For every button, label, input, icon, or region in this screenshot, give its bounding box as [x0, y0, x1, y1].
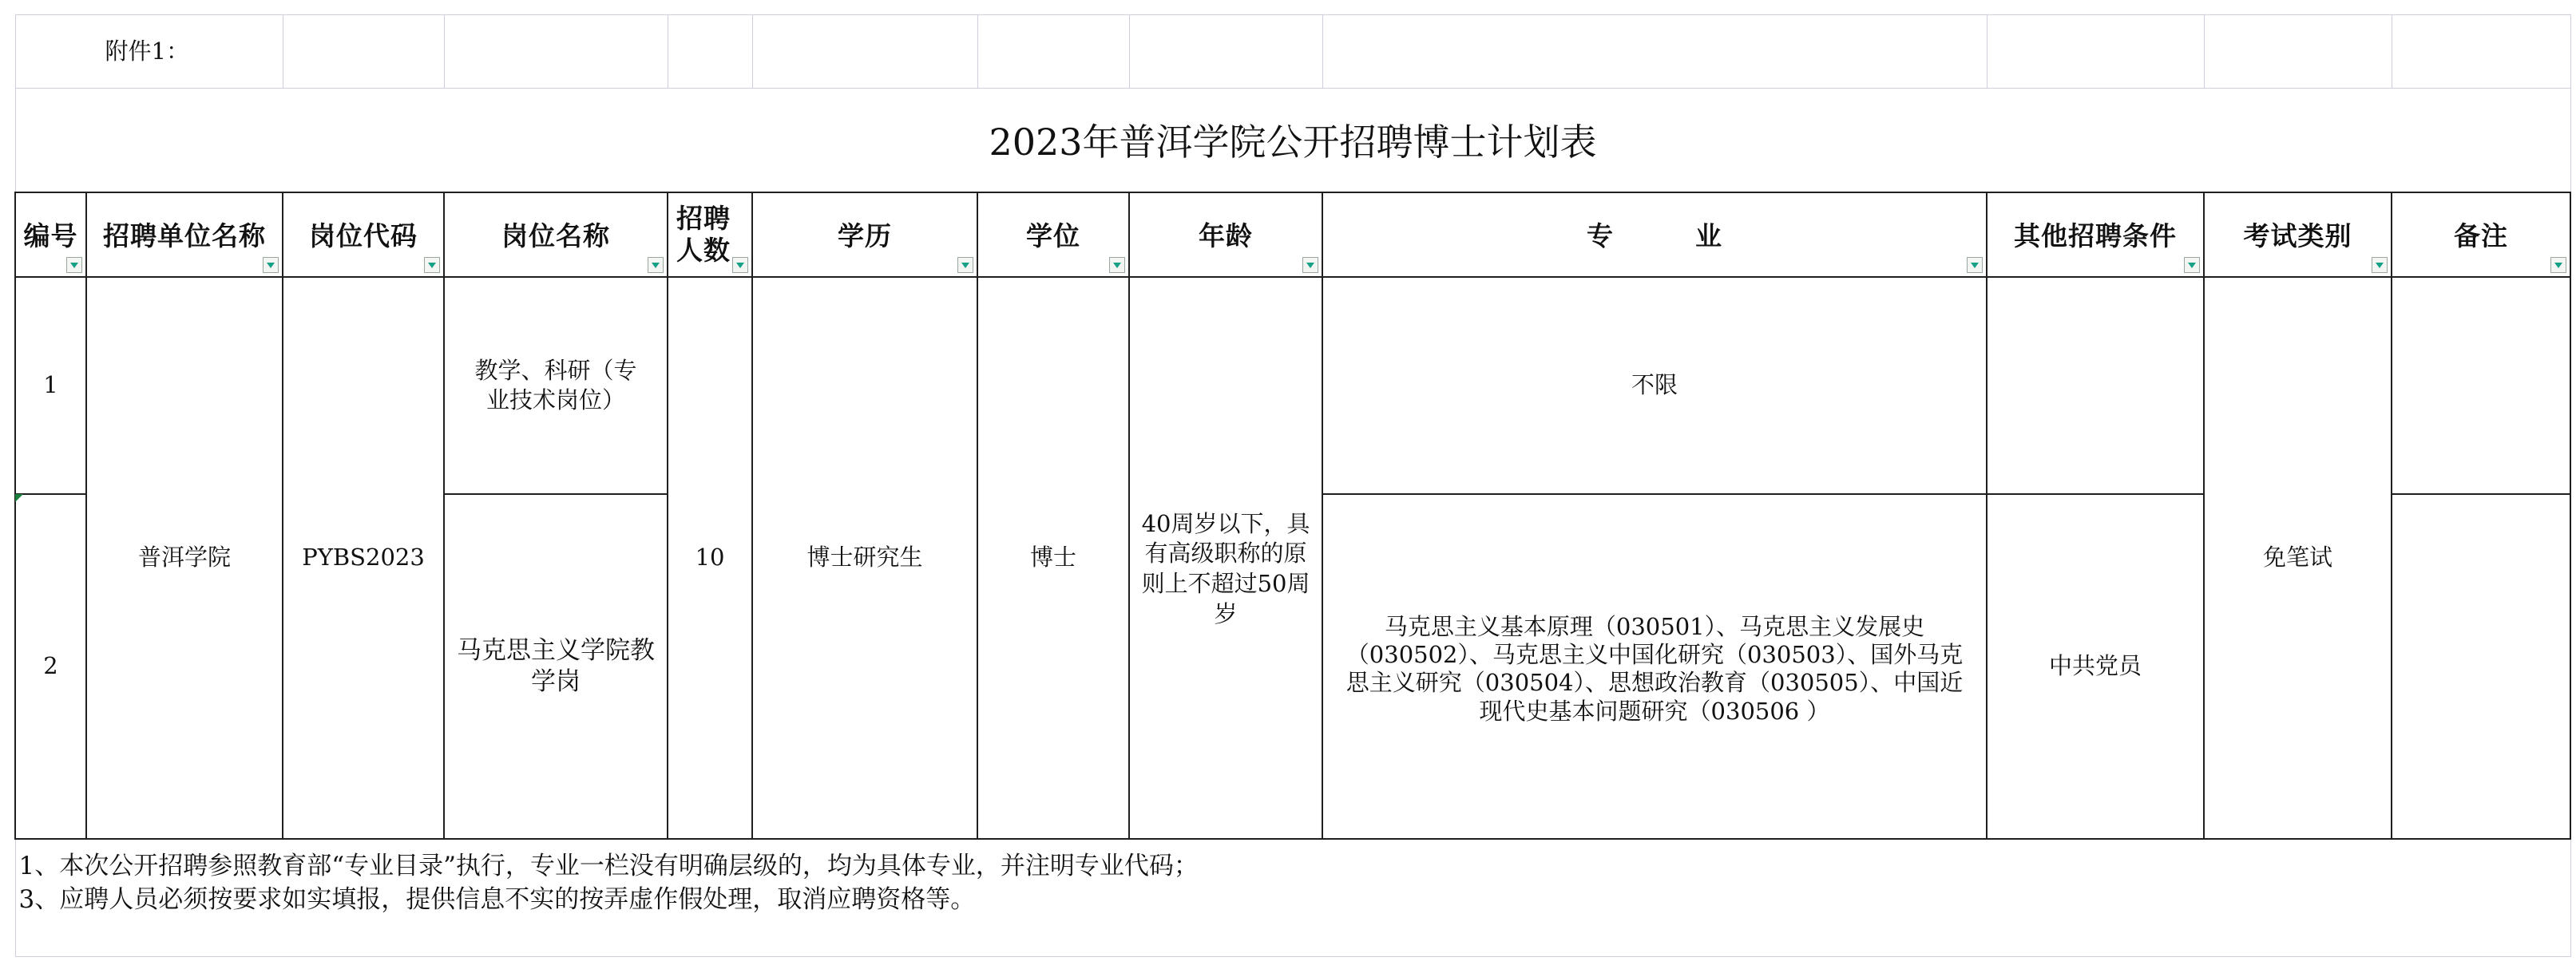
comment-marker-icon: [15, 494, 23, 502]
degree-value: 博士: [1030, 544, 1077, 572]
header-post-code[interactable]: [283, 192, 444, 277]
major-cell[interactable]: [1322, 277, 1987, 494]
header-post-name[interactable]: [444, 192, 668, 277]
header-age-label: 年龄: [1199, 220, 1254, 251]
exam-type: 免笔试: [2263, 544, 2333, 572]
filter-dropdown-icon[interactable]: [2184, 257, 2200, 273]
attachment-cell[interactable]: [15, 15, 283, 89]
header-exam-label: 考试类别: [2243, 220, 2352, 251]
exam-cell[interactable]: [2204, 277, 2392, 839]
notes-row: [15, 839, 2570, 957]
header-count-label: 招聘人数: [676, 202, 731, 266]
degree-cell[interactable]: [977, 277, 1129, 839]
recruitment-table: [14, 14, 2571, 957]
note-line: 3、应聘人员必须按要求如实填报，提供信息不实的按弄虚作假处理，取消应聘资格等。: [18, 884, 976, 914]
header-no[interactable]: [15, 192, 86, 277]
other-cell[interactable]: [1987, 494, 2204, 839]
age-cell[interactable]: [1129, 277, 1322, 839]
major-value: 不限: [1631, 371, 1678, 399]
header-post-code-label: 岗位代码: [309, 220, 418, 251]
filter-dropdown-icon[interactable]: [424, 257, 440, 273]
remark-cell[interactable]: [2392, 277, 2570, 494]
attachment-label: 附件1：: [105, 38, 189, 65]
empty-cell[interactable]: [283, 15, 444, 89]
header-education[interactable]: [752, 192, 977, 277]
header-row: [15, 192, 2570, 277]
header-degree-label: 学位: [1026, 220, 1081, 251]
recruitment-sheet: [14, 14, 2570, 957]
major-cell[interactable]: [1322, 494, 1987, 839]
filter-dropdown-icon[interactable]: [957, 257, 973, 273]
education-cell[interactable]: [752, 277, 977, 839]
recruit-count: 10: [695, 544, 725, 572]
header-count[interactable]: [668, 192, 752, 277]
header-exam[interactable]: [2204, 192, 2392, 277]
filter-dropdown-icon[interactable]: [263, 257, 279, 273]
empty-cell[interactable]: [444, 15, 668, 89]
header-remark-label: 备注: [2454, 220, 2509, 251]
other-condition: 中共党员: [2049, 652, 2142, 680]
count-cell[interactable]: [668, 277, 752, 839]
header-unit-label: 招聘单位名称: [103, 220, 266, 251]
other-cell[interactable]: [1987, 277, 2204, 494]
header-unit[interactable]: [86, 192, 283, 277]
header-degree[interactable]: [977, 192, 1129, 277]
header-major-label: 专 业: [1587, 220, 1723, 251]
row-number-cell[interactable]: [15, 277, 86, 494]
header-other[interactable]: [1987, 192, 2204, 277]
title-row: [15, 89, 2570, 192]
filter-dropdown-icon[interactable]: [2372, 257, 2388, 273]
row-number: 2: [43, 652, 58, 680]
table-row: [15, 277, 2570, 494]
empty-cell[interactable]: [2204, 15, 2392, 89]
row-number: 1: [43, 371, 58, 399]
header-other-label: 其他招聘条件: [2014, 220, 2178, 251]
header-no-label: 编号: [23, 220, 78, 251]
education-value: 博士研究生: [806, 544, 923, 572]
header-post-name-label: 岗位名称: [501, 220, 611, 251]
empty-cell[interactable]: [977, 15, 1129, 89]
unit-name: 普洱学院: [138, 544, 232, 572]
note-line: 1、本次公开招聘参照教育部“专业目录”执行，专业一栏没有明确层级的，均为具体专业，并注明专业代码；: [18, 851, 1199, 880]
row-number-cell[interactable]: [15, 494, 86, 839]
empty-cell[interactable]: [2392, 15, 2570, 89]
filter-dropdown-icon[interactable]: [1109, 257, 1125, 273]
post-code-cell[interactable]: [283, 277, 444, 839]
header-major[interactable]: [1322, 192, 1987, 277]
unit-cell[interactable]: [86, 277, 283, 839]
notes-cell[interactable]: [15, 839, 2570, 957]
empty-cell[interactable]: [752, 15, 977, 89]
empty-cell[interactable]: [1322, 15, 1987, 89]
major-value: 马克思主义基本原理（030501）、马克思主义发展史（030502）、马克思主义中国化研究（030503）、国外马克思主义研究（030504）、思想政治教育（030505）、中国近现代史基本问题研究（030506 ）: [1345, 612, 1964, 725]
filter-dropdown-icon[interactable]: [66, 257, 82, 273]
remark-cell[interactable]: [2392, 494, 2570, 839]
filter-dropdown-icon[interactable]: [1302, 257, 1318, 273]
attachment-row: [15, 15, 2570, 89]
empty-cell[interactable]: [1987, 15, 2204, 89]
filter-dropdown-icon[interactable]: [648, 257, 664, 273]
empty-cell[interactable]: [1129, 15, 1322, 89]
header-remark[interactable]: [2392, 192, 2570, 277]
post-code: PYBS2023: [302, 544, 425, 572]
header-education-label: 学历: [838, 220, 893, 251]
filter-dropdown-icon[interactable]: [732, 257, 748, 273]
empty-cell[interactable]: [668, 15, 752, 89]
age-requirement: 40周岁以下，具有高级职称的原则上不超过50周岁: [1141, 509, 1310, 627]
post-name: 马克思主义学院教学岗: [457, 635, 656, 696]
filter-dropdown-icon[interactable]: [2550, 257, 2566, 273]
post-name-cell[interactable]: [444, 277, 668, 494]
post-name: 教学、科研（专业技术岗位）: [474, 357, 637, 413]
page-title: 2023年普洱学院公开招聘博士计划表: [989, 121, 1597, 164]
filter-dropdown-icon[interactable]: [1967, 257, 1983, 273]
post-name-cell[interactable]: [444, 494, 668, 839]
title-cell[interactable]: [15, 89, 2570, 192]
header-age[interactable]: [1129, 192, 1322, 277]
